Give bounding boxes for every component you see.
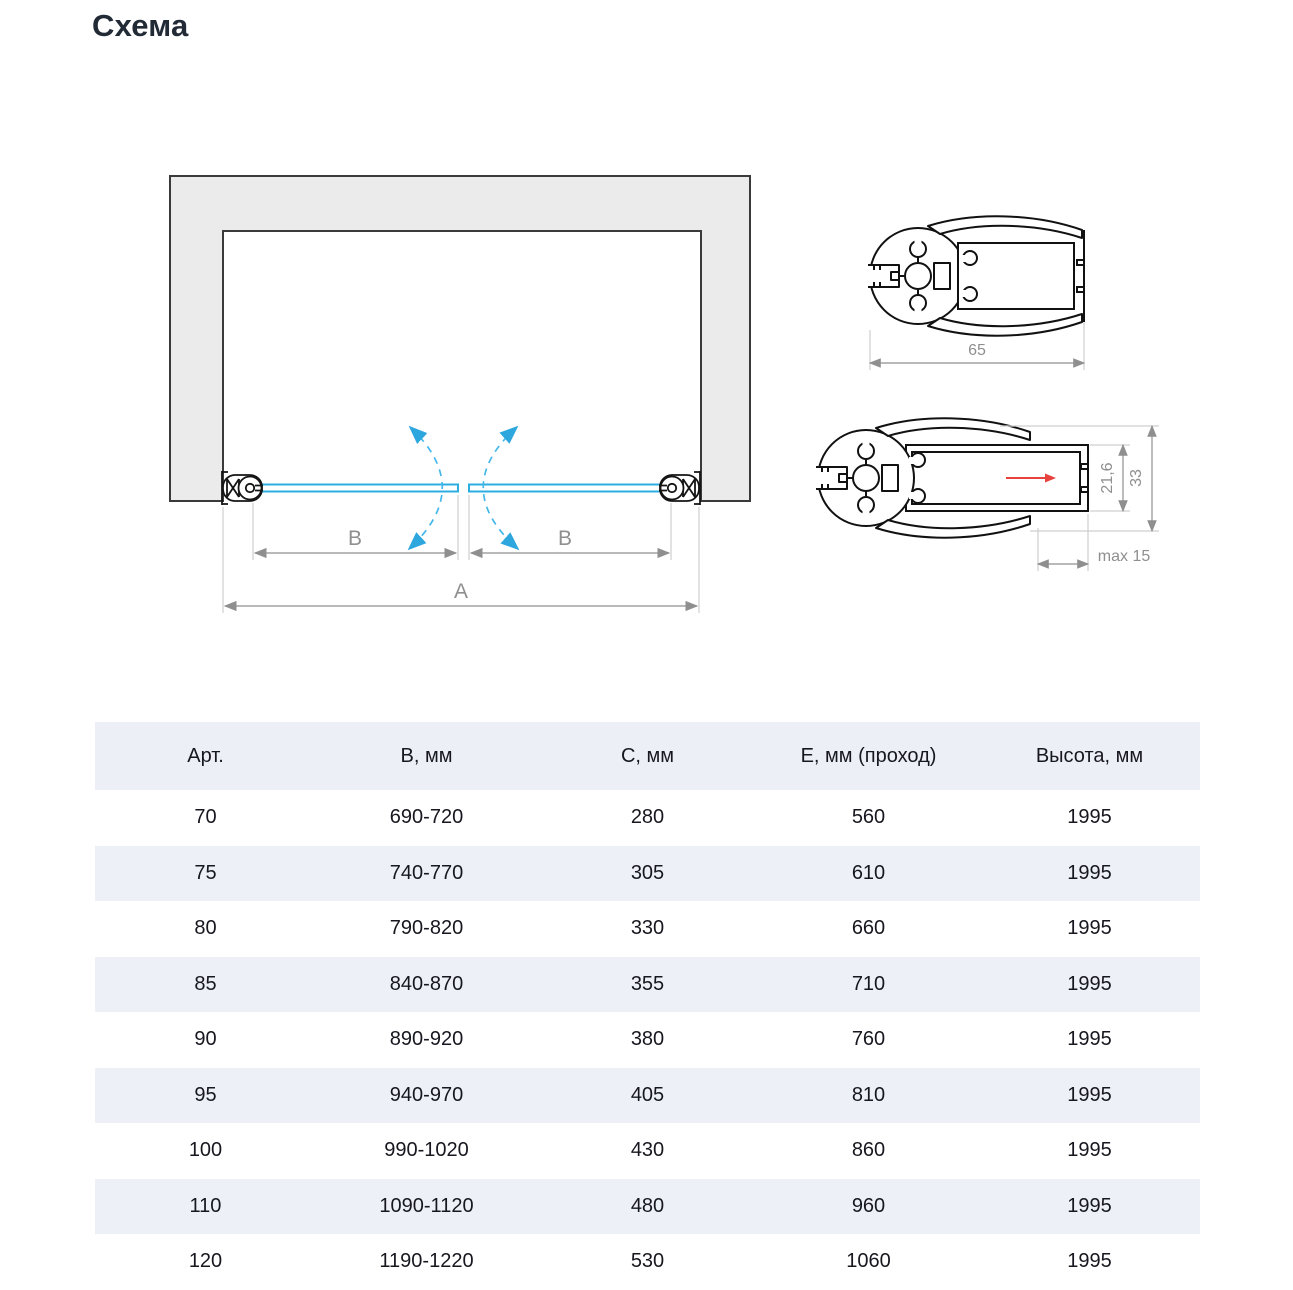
cell-art: 100 bbox=[188, 1139, 223, 1162]
table-header-c: C, мм bbox=[620, 744, 675, 767]
cell-b: 840-870 bbox=[389, 972, 464, 995]
cell-height: 1995 bbox=[1067, 1139, 1112, 1162]
cell-art: 95 bbox=[194, 1083, 217, 1106]
cell-b: 790-820 bbox=[389, 917, 464, 940]
cell-c: 280 bbox=[630, 806, 665, 829]
cell-height: 1995 bbox=[1067, 1194, 1112, 1217]
dimension-max-15-label: max 15 bbox=[1097, 548, 1151, 565]
cell-e: 710 bbox=[851, 972, 886, 995]
cell-height: 1995 bbox=[1067, 806, 1112, 829]
table-header-height: Высота, мм bbox=[1035, 744, 1144, 767]
table-row bbox=[95, 1123, 1200, 1179]
cell-e: 960 bbox=[851, 1194, 886, 1217]
cell-c: 530 bbox=[630, 1250, 665, 1273]
cell-e: 860 bbox=[851, 1139, 886, 1162]
cell-c: 380 bbox=[630, 1028, 665, 1051]
cell-art: 70 bbox=[194, 806, 217, 829]
cell-art: 85 bbox=[194, 972, 217, 995]
cell-c: 330 bbox=[630, 917, 665, 940]
cell-art: 110 bbox=[189, 1194, 222, 1217]
cell-height: 1995 bbox=[1067, 917, 1112, 940]
dimension-max-15 bbox=[1038, 514, 1150, 571]
cell-b: 940-970 bbox=[389, 1083, 464, 1106]
cell-height: 1995 bbox=[1067, 1083, 1112, 1106]
cell-c: 480 bbox=[630, 1194, 665, 1217]
cell-b: 740-770 bbox=[389, 861, 464, 884]
door-glass-left bbox=[253, 485, 458, 492]
wall-plan bbox=[170, 176, 750, 501]
door-glass-right bbox=[469, 485, 672, 492]
cell-height: 1995 bbox=[1067, 972, 1112, 995]
profile-section-bottom bbox=[816, 418, 1159, 571]
table-header-b: B, мм bbox=[400, 744, 453, 767]
cell-b: 990-1020 bbox=[384, 1139, 469, 1162]
cell-b: 1090-1120 bbox=[379, 1194, 474, 1217]
cell-height: 1995 bbox=[1067, 1250, 1112, 1273]
cell-c: 305 bbox=[630, 861, 665, 884]
table-row bbox=[95, 1068, 1200, 1124]
cell-art: 80 bbox=[194, 917, 217, 940]
dimension-21-6-label: 21,6 bbox=[1099, 462, 1116, 494]
table-row bbox=[95, 901, 1200, 957]
cell-e: 760 bbox=[851, 1028, 886, 1051]
cell-e: 560 bbox=[851, 806, 886, 829]
profile-section-top bbox=[868, 216, 1084, 370]
table-header-e: E, мм (проход) bbox=[800, 744, 937, 767]
cell-height: 1995 bbox=[1067, 1028, 1112, 1051]
cell-c: 355 bbox=[630, 972, 665, 995]
table-header-art: Арт. bbox=[187, 744, 224, 767]
dimensions-table bbox=[95, 722, 1200, 1290]
dimension-b-left-label: B bbox=[347, 527, 363, 550]
dimension-21-6 bbox=[1090, 445, 1130, 511]
cell-b: 1190-1220 bbox=[379, 1250, 474, 1273]
table-header-row bbox=[95, 722, 1200, 790]
cell-e: 810 bbox=[851, 1083, 886, 1106]
dimension-33-label: 33 bbox=[1128, 469, 1145, 487]
cell-c: 405 bbox=[630, 1083, 665, 1106]
page-title: Схема bbox=[92, 8, 189, 43]
dimension-a-label: A bbox=[453, 580, 469, 603]
hinge-left bbox=[222, 471, 263, 505]
cell-e: 1060 bbox=[846, 1250, 891, 1273]
table-row bbox=[95, 846, 1200, 902]
cell-b: 890-920 bbox=[389, 1028, 464, 1051]
dimension-65-label: 65 bbox=[968, 342, 986, 359]
cell-art: 90 bbox=[194, 1028, 217, 1051]
cell-e: 660 bbox=[851, 917, 886, 940]
cell-c: 430 bbox=[630, 1139, 665, 1162]
dimension-b-right-label: B bbox=[557, 527, 573, 550]
table-row bbox=[95, 1234, 1200, 1290]
cell-art: 75 bbox=[194, 861, 217, 884]
cell-height: 1995 bbox=[1067, 861, 1112, 884]
table-row bbox=[95, 1179, 1200, 1235]
hinge-right bbox=[659, 471, 700, 505]
cell-art: 120 bbox=[188, 1250, 223, 1273]
dimension-a bbox=[225, 580, 697, 606]
cell-b: 690-720 bbox=[389, 806, 464, 829]
table-row bbox=[95, 790, 1200, 846]
table-row bbox=[95, 957, 1200, 1013]
cell-e: 610 bbox=[851, 861, 886, 884]
table-row bbox=[95, 1012, 1200, 1068]
